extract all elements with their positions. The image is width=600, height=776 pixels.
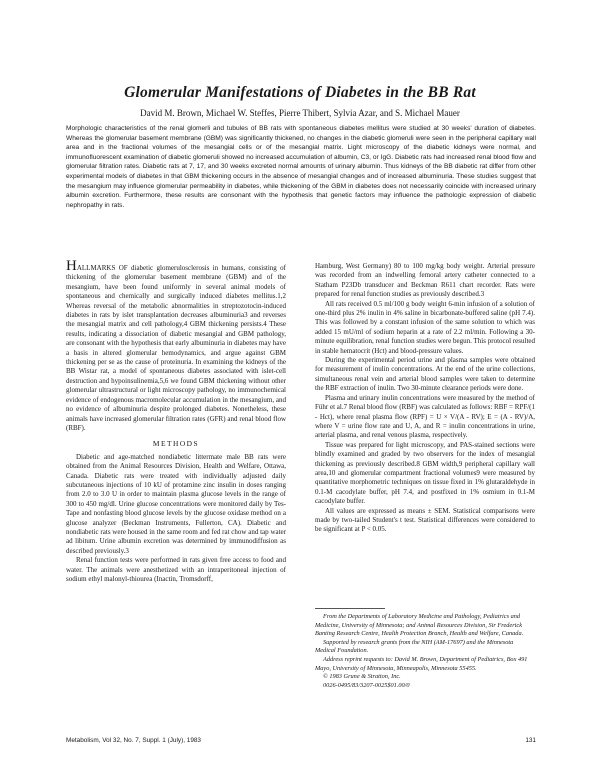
article-title: Glomerular Manifestations of Diabetes in the BB Rat <box>124 84 476 101</box>
methods-paragraph: Renal function tests were performed in rats given free access to food and water. The animals were anesthetized with an intraperitoneal injection of sodium ethyl malonyl-thiourea (Inactin, Tromsdorff, <box>66 556 286 583</box>
page-number: 131 <box>525 737 536 744</box>
footnote-funding: Supported by research grants from the NIH (AM-17697) and the Minnesota Medical Foundation. <box>315 638 514 655</box>
body-paragraph: Tissue was prepared for light microscopy, and PAS-stained sections were blindly examined and graded by two observers for the index of mesangial thickening as previously described.8 GBM width,9 peripheral capillary wall area,10 and glomerular compartment fractional volumes9 were measured by quantitative morphometric techniques on tissue fixed in 1% glutaraldehyde in 0.1-M cacodylate buffer, pH 7.4, and postfixed in 1% osmium in 0.1-M cacodylate buffer. <box>315 440 535 506</box>
journal-citation: Metabolism, Vol 32, No. 7, Suppl. 1 (July), 1983 <box>66 737 201 744</box>
page-footer <box>66 737 536 744</box>
abstract: Morphologic characteristics of the renal glomerli and tubules of BB rats with spontaneous diabetes mellitus were studied at 30 weeks' duration of diabetes. Whereas the glomerular basement membrane (GBM) was significantly thickened, no changes in the diabetic glomeruli were seen in the peripheral capillary wall area and in the fractional volumes of the mesangial cells or of the mesangial matrix. Light microscopy of the diabetic kidneys were normal, and immunofluorescent examination of diabetic glomeruli showed no increased accumulation of albumin, C3, or IgG. Diabetic rats had increased renal blood flow and glomerular filtration rates. Diabetic rats at 7, 17, and 30 weeks excreted normal amounts of urinary albumin. Thus kidneys of the BB diabetic rat differ from other experimental models of diabetes in that GBM thickening occurs in the absence of mesangial changes and of increased albuminuria. These studies suggest that the mesangium may influence glomerular permeability in diabetes, while thickening of the GBM in diabetes does not necessarily coincide with increased urinary albumin excretion. Furthermore, these results are consonant with the hypothesis that genetic factors may influence the pathologic expression of diabetic nephropathy in rats. <box>66 125 536 209</box>
footnote-affiliation: From the Departments of Laboratory Medicine and Pathology, Pediatrics and Medicine, University of Minnesota; and Animal Resources Division, Sir Frederick Banting Research Centre, Health Protection Branch, Health and Welfare, Canada. <box>315 613 524 638</box>
intro-paragraph <box>66 258 286 433</box>
intro-text: ALLMARKS OF diabetic glomerulosclerosis in humans, consisting of thickening of the glomerular basement membrane (GBM) and of the mesangium, have been found uniformly in several animal models of spontaneous and chemically and surgically induced diabetes mellitus.1,2 Whereas reversal of the metabolic abnormalities in streptozotocin-induced diabetes in rats by islet transplantation decreases albuminuria3 and reverses the mesangial matrix and cell pathology,4 GBM thickening persists.4 These results, indicating a dissociation of diabetic mesangial and GBM pathology, are consonant with the hypothesis that early albuminuria in diabetes may have a basis in altered glomerular hemodynamics, and argue against GBM thickening per se as the cause of proteinuria. In examining the kidneys of the BB Wistar rat, a model of spontaneous diabetes associated with islet-cell destruction and hypoinsulinemia,5,6 we found GBM thickening without other glomerular ultrastructural or light microscopy pathology, no immunochemical evidence of endogenous macromolecular accumulation in the mesangium, and no evidence of albuminuria despite prolonged diabetes. Nonetheless, these animals have increased glomerular filtration rates (GFR) and renal blood flow (RBF). <box>66 264 286 432</box>
footnote-reprints: Address reprint requests to: David M. Brown, Department of Pediatrics, Box 491 Mayo, University of Minnesota, Minneapolis, Minnesota 55455. <box>315 655 528 672</box>
body-paragraph: Plasma and urinary inulin concentrations were measured by the method of Führ et al.7 Renal blood flow (RBF) was calculated as follows: RBF = RPF/(1 - Hct), where renal plasma flow (RPF) = U × V/(A - RV); E = (A - RV)/A, where V = urine flow rate and U, A, and R = inulin concentrations in urine, arterial plasma, and renal venous plasma, respectively. <box>315 393 535 440</box>
body-paragraph: All values are expressed as means ± SEM. Statistical comparisons were made by two-tailed Student's t test. Statistical differences were considered to be significant at P < 0.05. <box>315 506 535 534</box>
footnote-copyright: © 1983 Grune & Stratton, Inc. <box>323 673 401 681</box>
body-paragraph: During the experimental period urine and plasma samples were obtained for measurement of inulin concentrations. At the end of the urine collections, simultaneous renal vein and arterial blood samples were taken to determine the RBF extraction of inulin. Two 30-minute clearance periods were done. <box>315 356 535 393</box>
body-paragraph: Hamburg, West Germany) 80 to 100 mg/kg body weight. Arterial pressure was recorded from an indwelling femoral artery catheter connected to a Statham P23Db transducer and Beckman R611 chart recorder. Rats were prepared for renal function studies as previously described.3 <box>315 262 535 299</box>
author-list: David M. Brown, Michael W. Steffes, Pierre Thibert, Sylvia Azar, and S. Michael Mauer <box>140 108 460 118</box>
footnote-issn: 0026-0495/83/3207-0025$01.00/0 <box>323 681 410 689</box>
left-column <box>66 258 286 584</box>
methods-heading: METHODS <box>152 439 200 449</box>
footnotes <box>315 608 535 690</box>
drop-cap: H <box>66 258 77 274</box>
methods-paragraph: Diabetic and age-matched nondiabetic littermate male BB rats were obtained from the Animal Resources Division, Health and Welfare, Ottawa, Canada. Diabetic rats were treated with individually adjusted daily subcutaneous injections of 10 kU of protamine zinc insulin in doses ranging from 2.0 to 3.0 U in order to maintain plasma glucose levels in the range of 300 to 450 mg/dl. Urine glucose concentrations were monitored daily by Tes-Tape and nonfasting blood glucose levels by the glucose oxidase method on a glucose analyzer (Beckman Instruments, Fullerton, CA). Diabetic and nondiabetic rats were housed in the same room and fed rat chow and tap water ad libitum. Urine albumin excretion was determined by immunodiffusion as described previously.3 <box>66 452 286 555</box>
body-paragraph: All rats received 0.5 ml/100 g body weight 6-min infusion of a solution of one-third plus 2% inulin in 4% saline in bicarbonate-buffered saline (pH 7.4). This was followed by a constant infusion of the same solution to which was added 15 mU/ml of sodium heparin at a rate of 2.2 ml/min. Following a 30-minute equilibration, renal function studies were begun. This protocol resulted in stable hematocrit (Hct) and blood-pressure values. <box>315 299 535 355</box>
footnote-rule <box>315 608 385 609</box>
right-column <box>315 262 535 535</box>
